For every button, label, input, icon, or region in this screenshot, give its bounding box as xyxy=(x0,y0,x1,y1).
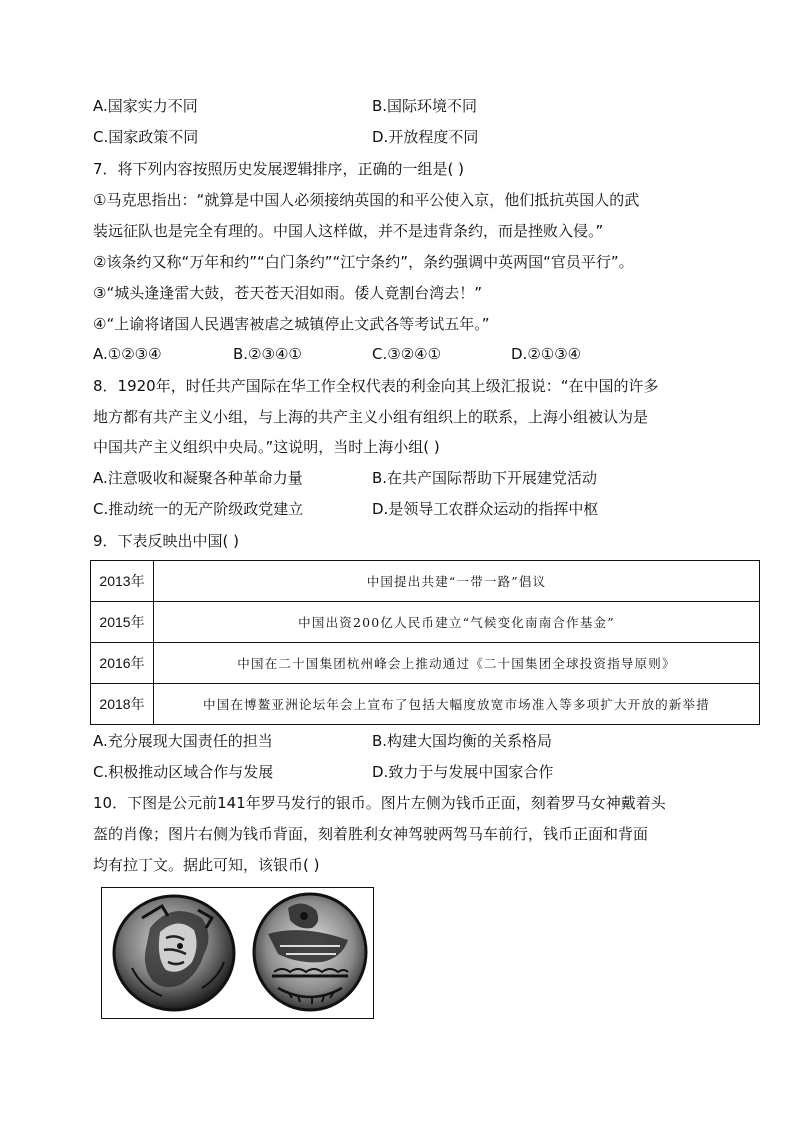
table-row xyxy=(91,561,760,602)
q7-item-2: ②该条约又称“万年和约”“白门条约”“江宁条约”，条约强调中英两国“官员平行”。 xyxy=(93,253,634,271)
q8-stem-line-2: 地方都有共产主义小组，与上海的共产主义小组有组织上的联系，上海小组被认为是 xyxy=(93,408,649,426)
q10-stem-line-2: 盔的肖像；图片右侧为钱币背面，刻着胜利女神驾驶两驾马车前行，钱币正面和背面 xyxy=(93,825,649,843)
q7-option-d[interactable]: D.②①③④ xyxy=(511,345,582,363)
q7-option-b[interactable]: B.②③④① xyxy=(233,345,302,363)
table-cell-year: 2013年 xyxy=(91,561,154,602)
q7-stem: 7．将下列内容按照历史发展逻辑排序，正确的一组是( ) xyxy=(93,160,465,178)
q7-item-3: ③“城头逢逢雷大鼓，苍天苍天泪如雨。倭人竟割台湾去！” xyxy=(93,284,482,302)
q9-stem: 9．下表反映出中国( ) xyxy=(93,532,240,550)
q9-option-c[interactable]: C.积极推动区域合作与发展 xyxy=(93,763,274,781)
q8-stem-line-3: 中国共产主义组织中央局。”这说明，当时上海小组( ) xyxy=(93,438,440,456)
q7-item-1: ①马克思指出：“就算是中国人必须接纳英国的和平公使入京，他们抵抗英国人的武 xyxy=(93,191,640,209)
q7-option-c[interactable]: C.③②④① xyxy=(372,345,442,363)
table-cell-event: 中国出资200亿人民币建立“气候变化南南合作基金” xyxy=(154,602,760,643)
q9-table xyxy=(90,560,760,725)
q10-stem-line-1: 10．下图是公元前141年罗马发行的银币。图片左侧为钱币正面，刻着罗马女神戴着头 xyxy=(93,794,666,812)
table-cell-event: 中国提出共建“一带一路”倡议 xyxy=(154,561,760,602)
q6-option-c[interactable]: C.国家政策不同 xyxy=(93,128,199,146)
q10-stem-line-3: 均有拉丁文。据此可知，该银币( ) xyxy=(93,856,320,874)
roman-coin-image xyxy=(102,888,373,1018)
table-cell-event: 中国在二十国集团杭州峰会上推动通过《二十国集团全球投资指导原则》 xyxy=(154,643,760,684)
q7-item-4: ④“上谕将诸国人民遇害被虐之城镇停止文武各等考试五年。” xyxy=(93,315,490,333)
q6-option-b[interactable]: B.国际环境不同 xyxy=(372,97,478,115)
table-cell-event: 中国在博鳌亚洲论坛年会上宣布了包括大幅度放宽市场准入等多项扩大开放的新举措 xyxy=(154,684,760,725)
table-cell-year: 2016年 xyxy=(91,643,154,684)
q8-option-c[interactable]: C.推动统一的无产阶级政党建立 xyxy=(93,500,304,518)
q8-stem-line-1: 8．1920年，时任共产国际在华工作全权代表的利金向其上级汇报说：“在中国的许多 xyxy=(93,377,659,395)
table-cell-year: 2018年 xyxy=(91,684,154,725)
q6-option-a[interactable]: A.国家实力不同 xyxy=(93,97,198,115)
table-row xyxy=(91,684,760,725)
q9-option-b[interactable]: B.构建大国均衡的关系格局 xyxy=(372,732,553,750)
q7-option-a[interactable]: A.①②③④ xyxy=(93,345,162,363)
q8-option-a[interactable]: A.注意吸收和凝聚各种革命力量 xyxy=(93,469,303,487)
table-cell-year: 2015年 xyxy=(91,602,154,643)
q9-option-d[interactable]: D.致力于与发展中国家合作 xyxy=(372,763,554,781)
coin-reverse xyxy=(254,894,366,1010)
roman-coin-figure xyxy=(101,887,374,1019)
table-row xyxy=(91,602,760,643)
coin-obverse xyxy=(114,896,234,1010)
table-row xyxy=(91,643,760,684)
q6-option-d[interactable]: D.开放程度不同 xyxy=(372,128,479,146)
q9-option-a[interactable]: A.充分展现大国责任的担当 xyxy=(93,732,273,750)
q7-item-1-cont: 装远征队也是完全有理的。中国人这样做，并不是违背条约，而是挫败入侵。” xyxy=(93,222,604,240)
q8-option-d[interactable]: D.是领导工农群众运动的指挥中枢 xyxy=(372,500,599,518)
q8-option-b[interactable]: B.在共产国际帮助下开展建党活动 xyxy=(372,469,598,487)
